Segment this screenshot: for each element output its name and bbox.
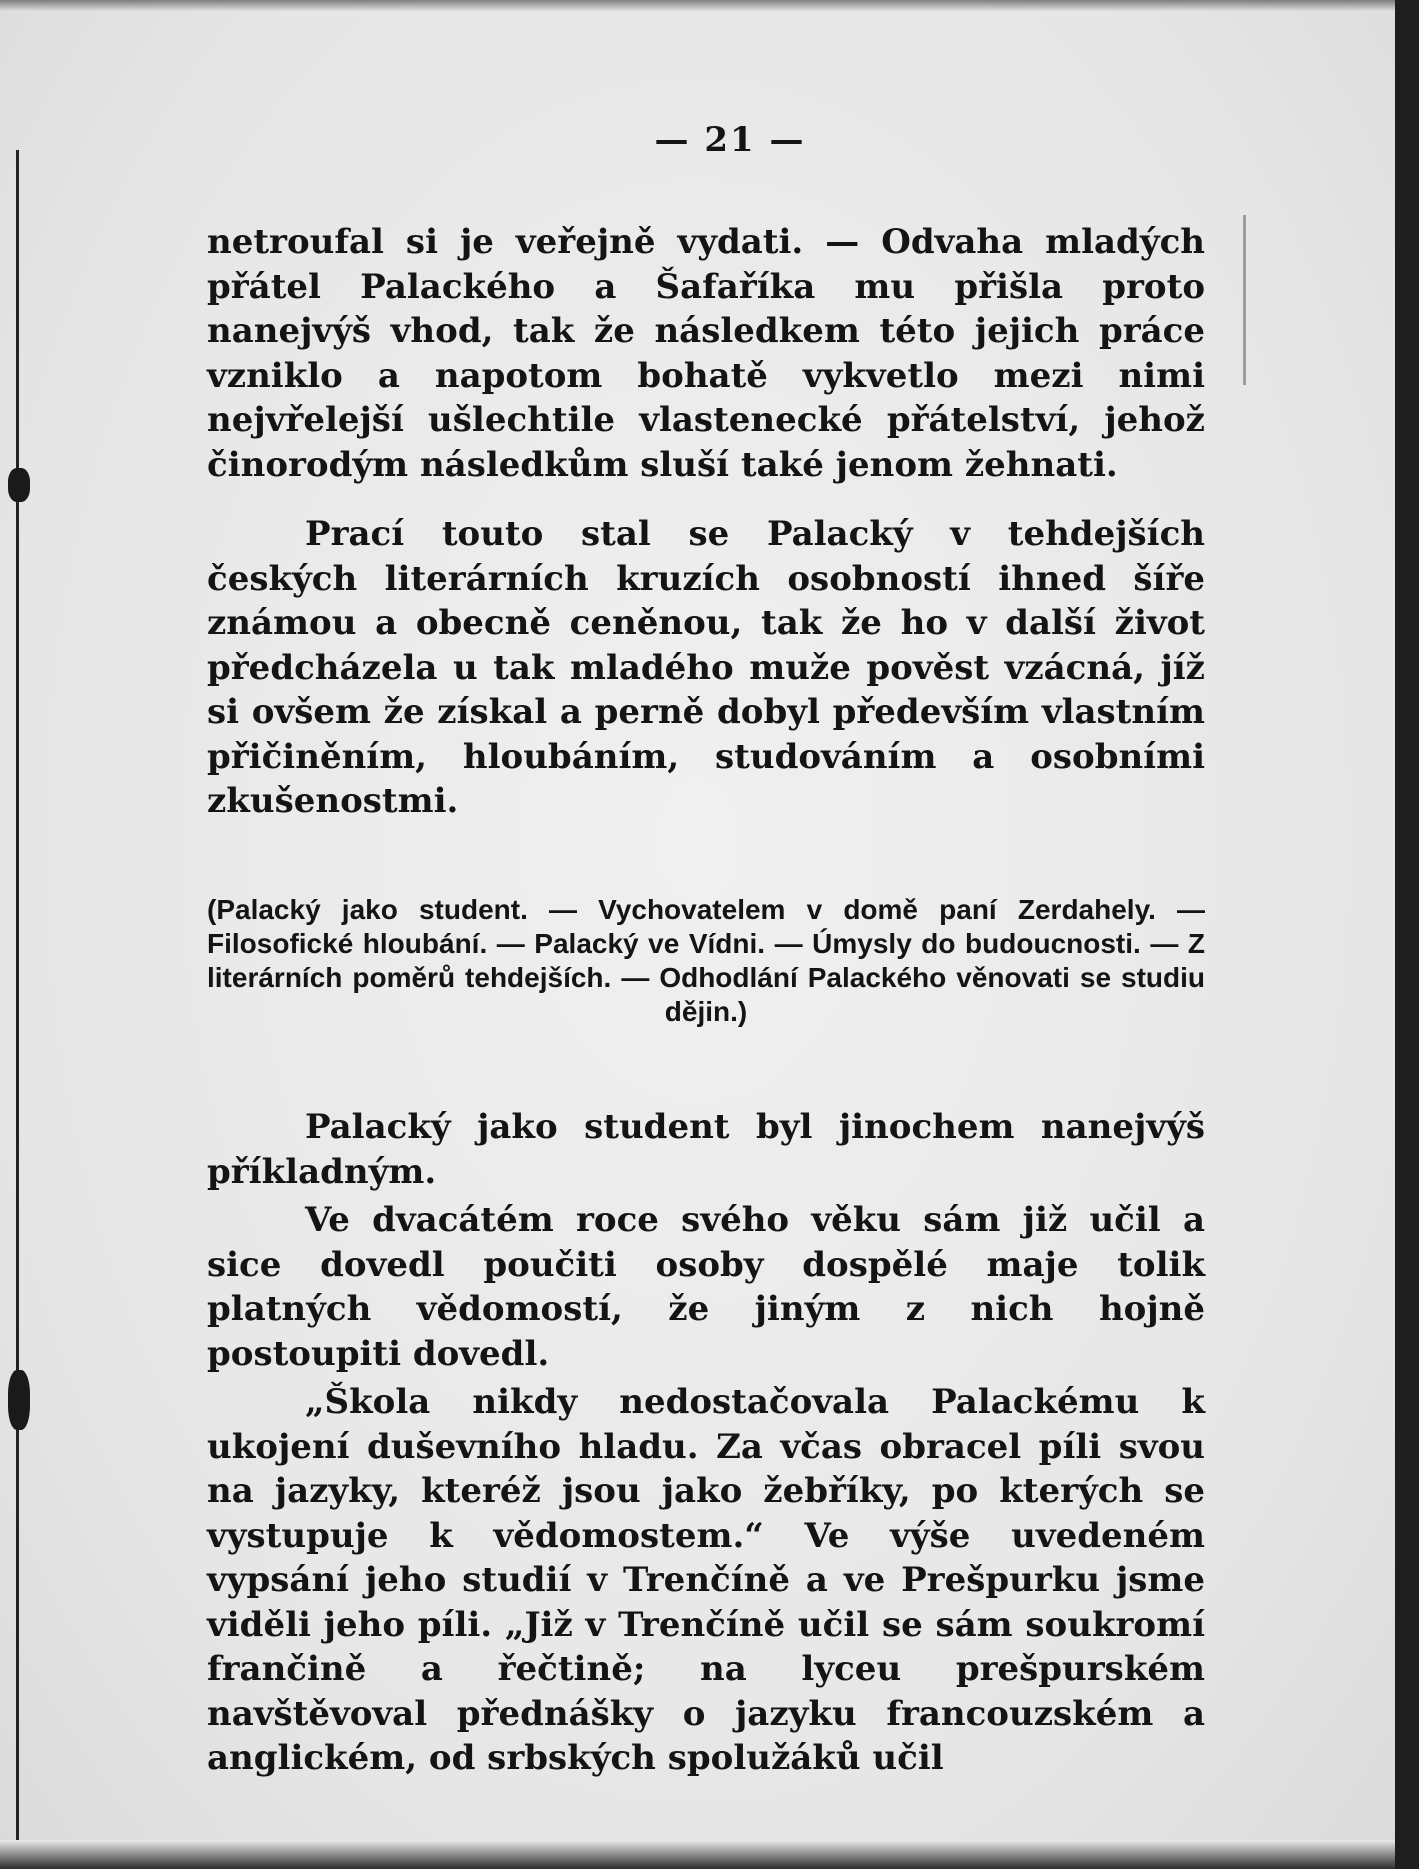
page-number: — 21 — xyxy=(654,120,806,160)
chapter-summary-text: (Palacký jako student. — Vychovatelem v domě paní Zerdahely. — Filosofické hloubání. — Palacký ve Vídni. — Úmysly do budoucnosti. — Z literárních poměrů tehdejších. — Odhodlání Palackého věnovati se studiu dějin.) xyxy=(207,894,1205,1027)
chapter-summary xyxy=(207,893,1205,1029)
page-top-shadow xyxy=(0,0,1395,12)
margin-line-mark xyxy=(1243,215,1246,385)
page-bottom-shadow xyxy=(0,1840,1395,1869)
scan-right-border xyxy=(1395,0,1419,1869)
text-block-middle xyxy=(207,512,1205,824)
text-block-bottom xyxy=(207,1105,1205,1781)
binding-mark-lower xyxy=(8,1370,30,1430)
binding-edge xyxy=(16,150,19,1850)
binding-mark-upper xyxy=(8,468,30,502)
paragraph-4: Ve dvacátém roce svého věku sám již učil a sice dovedl poučiti osoby dospělé maje tolik platných vědomostí, že jiným z nich hojně postoupiti dovedl. xyxy=(207,1200,1205,1374)
paragraph-2: Prací touto stal se Palacký v tehdejších českých literárních kruzích osobností ihned šíře známou a obecně ceněnou, tak že ho v další život předcházela u tak mladého muže pověst vzácná, jíž si ovšem že získal a perně dobyl především vlastním přičiněním, hloubáním, studováním a osobními zkušenostmi. xyxy=(207,514,1205,821)
text-block-top xyxy=(207,220,1205,487)
paragraph-1: netroufal si je veřejně vydati. — Odvaha mladých přátel Palackého a Šafaříka mu přišla proto nanejvýš vhod, tak že následkem této jejich práce vzniklo a napotom bohatě vykvetlo mezi nimi nejvřelejší ušlechtile vlastenecké přátelství, jehož činorodým následkům sluší také jenom žehnati. xyxy=(207,222,1205,485)
paragraph-5: „Škola nikdy nedostačovala Palackému k ukojení duševního hladu. Za včas obracel píli svou na jazyky, kteréž jsou jako žebříky, po kterých se vystupuje k vědomostem.“ Ve výše uvedeném vypsání jeho studií v Trenčíně a ve Prešpurku jsme viděli jeho píli. „Již v Trenčíně učil se sám soukromí frančině a řečtině; na lyceu prešpurském navštěvoval přednášky o jazyku francouzském a anglickém, od srbských spolužáků učil xyxy=(207,1382,1205,1778)
paragraph-3: Palacký jako student byl jinochem nanejvýš příkladným. xyxy=(207,1107,1205,1192)
